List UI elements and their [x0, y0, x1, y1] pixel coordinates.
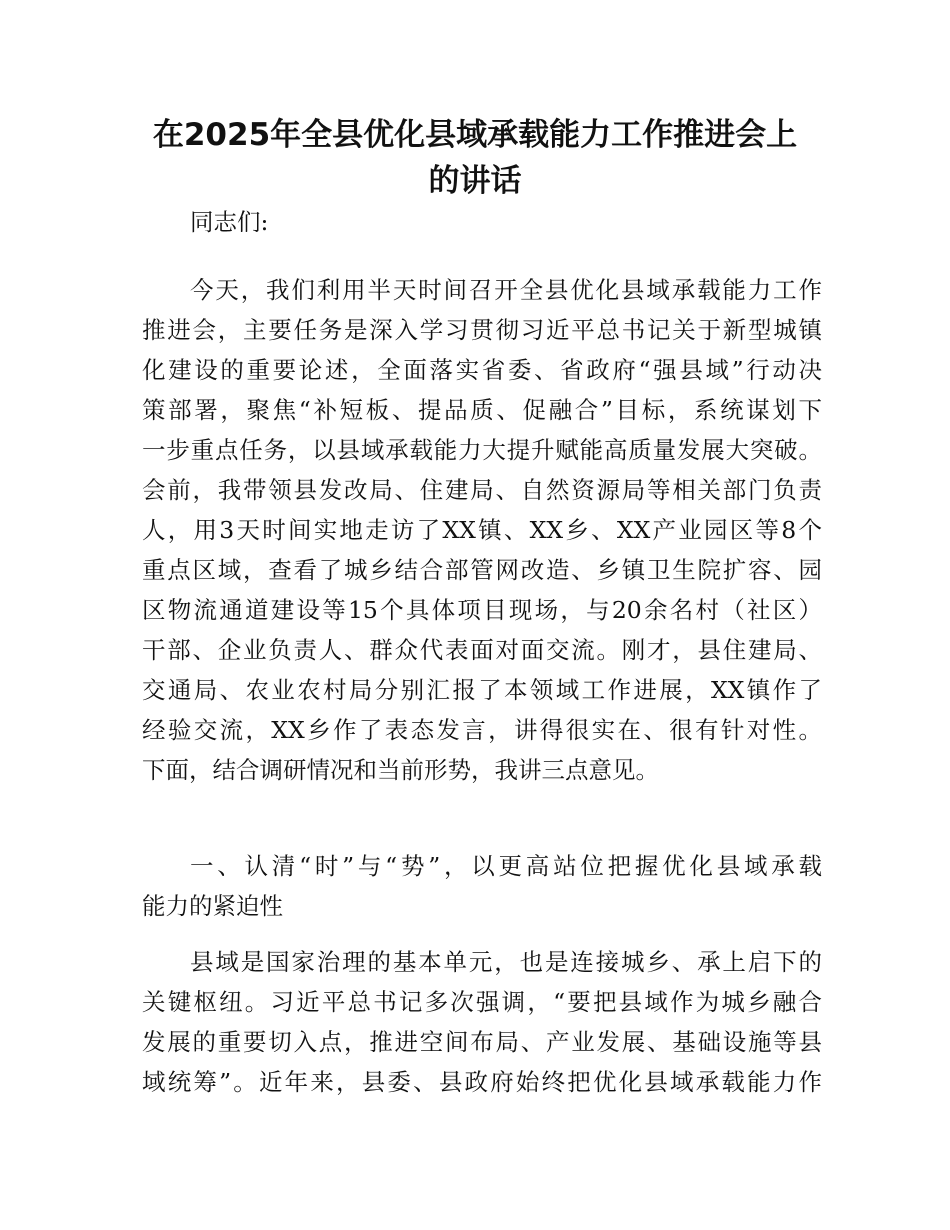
- text-line: 县域是国家治理的基本单元，也是连接城乡、承上启下的: [190, 948, 822, 976]
- paragraph-section-1: [142, 942, 822, 1102]
- section-heading-1: [142, 846, 822, 926]
- heading-line: 一、认清“时”与“势”，以更高站位把握优化县域承载: [190, 852, 822, 880]
- greeting-text: 同志们:: [190, 208, 269, 236]
- text-line: 重点区域，查看了城乡结合部管网改造、乡镇卫生院扩容、园: [142, 556, 822, 584]
- text-line: 一步重点任务，以县域承载能力大提升赋能高质量发展大突破。: [142, 436, 822, 464]
- greeting: [142, 202, 822, 242]
- text-line: 化建设的重要论述，全面落实省委、省政府“强县域”行动决: [142, 356, 822, 384]
- text-line: 人，用3天时间实地走访了XX镇、XX乡、XX产业园区等8个: [142, 516, 822, 544]
- text-line: 今天，我们利用半天时间召开全县优化县域承载能力工作: [190, 276, 822, 304]
- paragraph-opening: [142, 270, 822, 790]
- text-line: 下面，结合调研情况和当前形势，我讲三点意见。: [142, 756, 659, 784]
- document-title-line-1: 在2025年全县优化县域承载能力工作推进会上: [152, 117, 798, 153]
- text-line: 会前，我带领县发改局、住建局、自然资源局等相关部门负责: [142, 476, 822, 504]
- heading-line: 能力的紧迫性: [142, 892, 283, 920]
- text-line: 干部、企业负责人、群众代表面对面交流。刚才，县住建局、: [142, 636, 822, 664]
- document-title-line-2: 的讲话: [428, 163, 522, 199]
- text-line: 域统筹”。近年来，县委、县政府始终把优化县域承载能力作: [142, 1068, 822, 1096]
- text-line: 经验交流，XX乡作了表态发言，讲得很实在、很有针对性。: [142, 716, 822, 744]
- text-line: 发展的重要切入点，推进空间布局、产业发展、基础设施等县: [142, 1028, 822, 1056]
- text-line: 交通局、农业农村局分别汇报了本领域工作进展，XX镇作了: [142, 676, 822, 704]
- text-line: 关键枢纽。习近平总书记多次强调，“要把县域作为城乡融合: [142, 988, 822, 1016]
- text-line: 区物流通道建设等15个具体项目现场，与20余名村（社区）: [142, 596, 822, 624]
- text-line: 策部署，聚焦“补短板、提品质、促融合”目标，系统谋划下: [142, 396, 822, 424]
- text-line: 推进会，主要任务是深入学习贯彻习近平总书记关于新型城镇: [142, 316, 822, 344]
